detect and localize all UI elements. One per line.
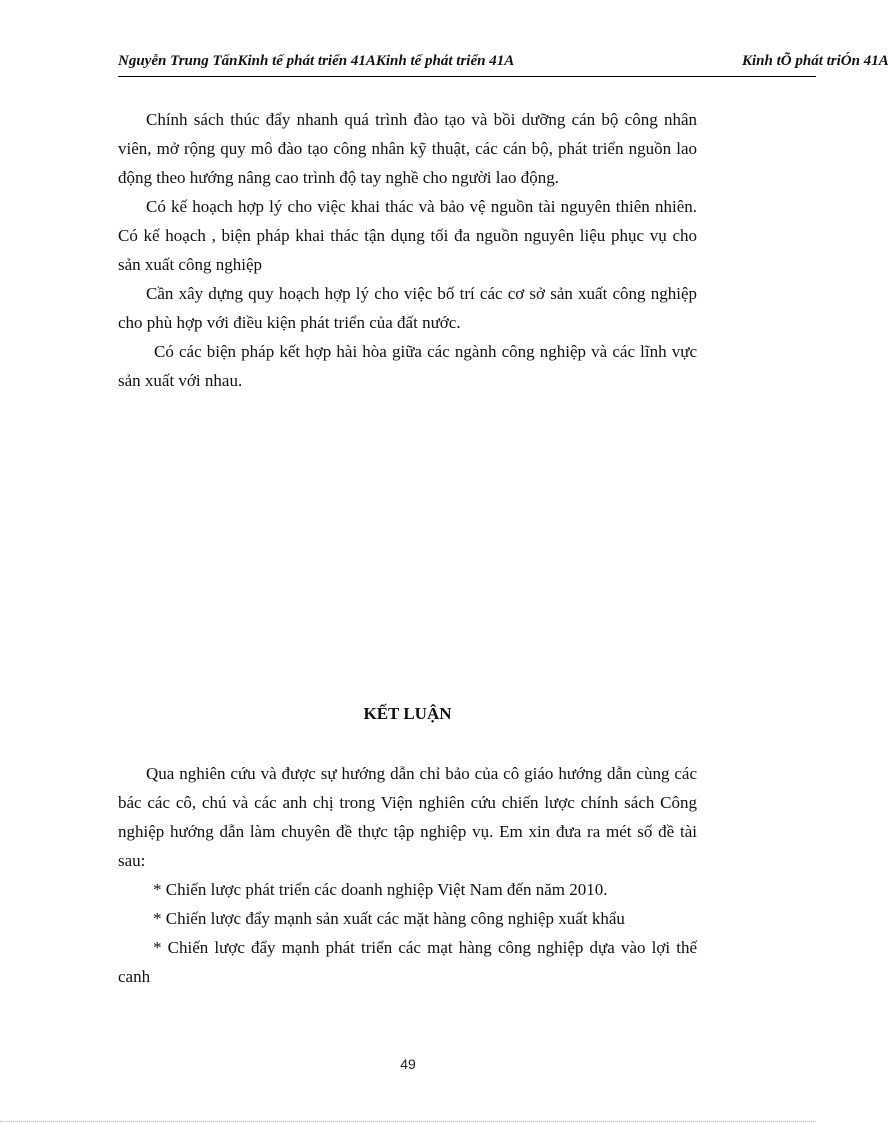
body-section-conclusion (118, 759, 697, 991)
header-course-title: Kinh tÕ phát triÓn 41A (742, 53, 889, 69)
paragraph: Có các biện pháp kết hợp hài hòa giữa các ngành công nghiệp và các lĩnh vực sản xuất với nhau. (118, 342, 697, 390)
list-item: * Chiến lược phát triển các doanh nghiệp Việt Nam đến năm 2010. (153, 880, 608, 899)
paragraph: Qua nghiên cứu và được sự hướng dẫn chỉ bảo của cô giáo hướng dẫn cùng các bác các cô, chú và các anh chị trong Viện nghiên cứu chiến lược chính sách Công nghiệp hướng dẫn làm chuyên đề thực tập nghiệp vụ. Em xin đưa ra mét số đề tài sau: (118, 764, 697, 870)
paragraph: Cần xây dựng quy hoạch hợp lý cho việc bố trí các cơ sở sản xuất công nghiệp cho phù hợp với điều kiện phát triển của đất nước. (118, 284, 697, 332)
body-section-recommendations (118, 105, 697, 395)
page-bottom-divider (0, 1121, 816, 1122)
page-number: 49 (400, 1056, 416, 1072)
list-item: * Chiến lược đẩy mạnh sản xuất các mặt hàng công nghiệp xuất khẩu (153, 909, 625, 928)
paragraph: Chính sách thúc đẩy nhanh quá trình đào tạo và bồi dưỡng cán bộ công nhân viên, mở rộng quy mô đào tạo công nhân kỹ thuật, các cán bộ, phát triển nguồn lao động theo hướng nâng cao trình độ tay nghề cho người lao động. (118, 110, 697, 187)
page-header (118, 52, 889, 77)
list-item: * Chiến lược đẩy mạnh phát triển các mạt hàng công nghiệp dựa vào lợi thế canh (118, 938, 697, 986)
header-author-course: Nguyễn Trung TấnKinh tế phát triển 41AKinh tế phát triển 41A (118, 53, 515, 69)
paragraph: Có kế hoạch hợp lý cho việc khai thác và bảo vệ nguồn tài nguyên thiên nhiên. Có kế hoạch , biện pháp khai thác tận dụng tối đa nguồn nguyên liệu phục vụ cho sản xuất công nghiệp (118, 197, 697, 274)
section-title-conclusion: KẾT LUẬN (363, 704, 452, 723)
